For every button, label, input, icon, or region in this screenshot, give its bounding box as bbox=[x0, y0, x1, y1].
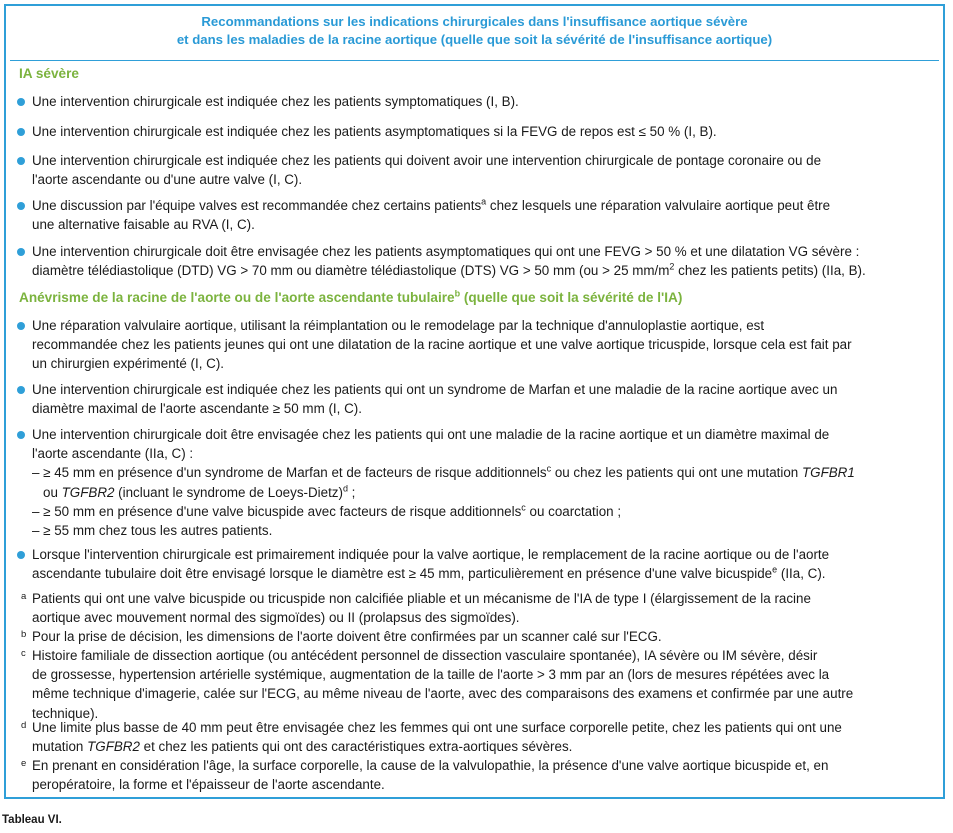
item-text: une alternative faisable au RVA (I, C). bbox=[32, 217, 255, 233]
recommendation-item-1 bbox=[32, 92, 937, 111]
item-text-part: ou bbox=[43, 484, 62, 500]
recommendation-item-6 bbox=[32, 316, 937, 374]
footnote-text: Pour la prise de décision, les dimensions de l'aorte doivent être confirmées par un scanner calé sur l'ECG. bbox=[32, 629, 662, 644]
item-text-part: ascendante tubulaire doit être envisagé lorsque le diamètre est ≥ 45 mm, particulièrement en présence d'une valve bicuspide bbox=[32, 566, 773, 582]
bullet-icon bbox=[17, 386, 25, 394]
item-text-part: (IIa, C). bbox=[777, 566, 826, 582]
footnote-c bbox=[21, 646, 937, 723]
item-text bbox=[32, 196, 937, 215]
item-text: Une intervention chirurgicale est indiquée chez les patients asymptomatiques si la FEVG de repos est ≤ 50 % (I, B). bbox=[32, 124, 717, 139]
item-text-part: – ≥ 45 mm en présence d'un syndrome de Marfan et de facteurs de risque additionnels bbox=[32, 465, 547, 481]
superscript: 2 bbox=[669, 261, 675, 272]
item-text-part: chez les patients petits) (IIa, B). bbox=[674, 263, 866, 279]
footnote-a bbox=[21, 589, 937, 627]
recommendations-table bbox=[4, 4, 945, 799]
title-line-1: Recommandations sur les indications chirurgicales dans l'insuffisance aortique sévère bbox=[201, 14, 748, 29]
bullet-icon bbox=[17, 322, 25, 330]
footnote-text: technique). bbox=[32, 705, 99, 721]
footnote-text: En prenant en considération l'âge, la surface corporelle, la cause de la valvulopathie, la présence d'une valve aortique bicuspide et, en bbox=[32, 758, 829, 773]
item-text-part: ; bbox=[347, 484, 356, 500]
bullet-icon bbox=[17, 202, 25, 210]
section-heading-anevrisme bbox=[19, 289, 682, 307]
bullet-icon bbox=[17, 98, 25, 106]
item-text bbox=[32, 261, 937, 280]
item-text: Une intervention chirurgicale doit être envisagée chez les patients qui ont une maladie de la racine aortique et un diamètre maximal de bbox=[32, 427, 830, 442]
table-caption: Tableau VI. bbox=[2, 814, 62, 826]
item-text-part: ou coarctation ; bbox=[525, 503, 622, 519]
footnote-text: même technique d'imagerie, calée sur l'ECG, au même niveau de l'aorte, avec des comparaisons des examens et confirmée par une autre bbox=[32, 686, 854, 702]
item-text-part: (incluant le syndrome de Loeys-Dietz) bbox=[114, 484, 343, 500]
item-text: un chirurgien expérimenté (I, C). bbox=[32, 356, 225, 372]
gene-name: TGFBR2 bbox=[61, 484, 115, 500]
item-text-part: chez lesquels une réparation valvulaire aortique peut être bbox=[486, 198, 831, 213]
recommendation-item-5 bbox=[32, 242, 937, 280]
footnote-text: aortique avec mouvement normal des sigmoïdes) ou II (prolapsus des sigmoïdes). bbox=[32, 610, 520, 626]
recommendation-item-9 bbox=[32, 545, 937, 583]
sub-item bbox=[32, 502, 937, 521]
title-divider bbox=[10, 60, 939, 61]
item-text: Une intervention chirurgicale est indiquée chez les patients qui ont un syndrome de Marfan et une maladie de la racine aortique avec un bbox=[32, 382, 838, 397]
footnote-mark: b bbox=[21, 629, 27, 640]
footnote-d bbox=[21, 718, 937, 756]
footnote-mark: c bbox=[21, 648, 26, 659]
item-text: recommandée chez les patients jeunes qui ont une dilatation de la racine aortique et une valve aortique tricuspide, lorsque cela est fait par bbox=[32, 337, 852, 353]
table-title bbox=[6, 13, 943, 49]
footnote-text: de grossesse, hypertension artérielle systémique, augmentation de la taille de l'aorte > 3 mm par an (lors de mesures répétées avec la bbox=[32, 667, 830, 683]
recommendation-item-2 bbox=[32, 122, 937, 141]
footnote-ref: c bbox=[546, 463, 552, 474]
item-text-part: – ≥ 50 mm en présence d'une valve bicuspide avec facteurs de risque additionnels bbox=[32, 503, 522, 519]
footnote-text: Histoire familiale de dissection aortique (ou antécédent personnel de dissection vasculaire spontanée), IA sévère ou IM sévère, désir bbox=[32, 648, 818, 663]
bullet-icon bbox=[17, 431, 25, 439]
item-text: Une intervention chirurgicale doit être envisagée chez les patients asymptomatiques qui ont une FEVG > 50 % et une dilatation VG sévère : bbox=[32, 244, 860, 259]
footnote-b bbox=[21, 627, 937, 646]
sub-item bbox=[32, 483, 937, 502]
item-text: diamètre maximal de l'aorte ascendante ≥ 50 mm (I, C). bbox=[32, 401, 362, 417]
recommendation-item-7 bbox=[32, 380, 937, 418]
footnote-e bbox=[21, 756, 937, 794]
footnote-text-part: mutation bbox=[32, 739, 88, 755]
footnote-text: peropératoire, la forme et l'épaisseur de l'aorte ascendante. bbox=[32, 777, 385, 793]
item-text: l'aorte ascendante ou d'une autre valve (I, C). bbox=[32, 172, 303, 188]
item-text-part: diamètre télédiastolique (DTD) VG > 70 mm ou diamètre télédiastolique (DTS) VG > 50 mm (ou > 25 mm/m bbox=[32, 263, 670, 279]
footnote-mark: d bbox=[21, 720, 27, 731]
footnote-text: Patients qui ont une valve bicuspide ou tricuspide non calcifiée pliable et un mécanisme de l'IA de type I (élargissement de la racine bbox=[32, 591, 811, 606]
recommendation-item-8 bbox=[32, 425, 937, 540]
footnote-text-part: et chez les patients qui ont des caractéristiques extra-aortiques sévères. bbox=[139, 739, 573, 755]
bullet-icon bbox=[17, 248, 25, 256]
section-heading-text: (quelle que soit la sévérité de l'IA) bbox=[460, 290, 683, 305]
gene-name: TGFBR1 bbox=[801, 465, 855, 481]
section-heading-text: Anévrisme de la racine de l'aorte ou de l'aorte ascendante tubulaire bbox=[19, 290, 455, 305]
bullet-icon bbox=[17, 157, 25, 165]
item-text: Une intervention chirurgicale est indiquée chez les patients qui doivent avoir une intervention chirurgicale de pontage coronaire ou de bbox=[32, 153, 822, 168]
item-text-part: ou chez les patients qui ont une mutation bbox=[551, 465, 802, 481]
bullet-icon bbox=[17, 551, 25, 559]
footnote-mark: a bbox=[21, 591, 27, 602]
footnote-text bbox=[32, 737, 937, 756]
sub-item: – ≥ 55 mm chez tous les autres patients. bbox=[32, 523, 273, 539]
footnote-ref: e bbox=[772, 564, 778, 575]
gene-name: TGFBR2 bbox=[87, 739, 140, 755]
item-text-part: Une discussion par l'équipe valves est recommandée chez certains patients bbox=[32, 198, 482, 213]
item-text: Lorsque l'intervention chirurgicale est primairement indiquée pour la valve aortique, le remplacement de la racine aortique ou de l'aorte bbox=[32, 547, 830, 562]
footnote-ref: c bbox=[521, 502, 526, 513]
footnote-ref: d bbox=[342, 483, 348, 494]
recommendation-item-4 bbox=[32, 196, 937, 234]
bullet-icon bbox=[17, 128, 25, 136]
footnote-ref: b bbox=[454, 288, 461, 299]
item-text: l'aorte ascendante (IIa, C) : bbox=[32, 446, 194, 462]
item-text bbox=[32, 564, 937, 583]
section-heading-ia-severe: IA sévère bbox=[19, 66, 79, 81]
recommendation-item-3 bbox=[32, 151, 937, 189]
footnote-mark: e bbox=[21, 758, 27, 769]
footnote-ref: a bbox=[481, 196, 487, 207]
item-text: Une intervention chirurgicale est indiquée chez les patients symptomatiques (I, B). bbox=[32, 94, 519, 109]
sub-item bbox=[32, 463, 937, 482]
item-text: Une réparation valvulaire aortique, utilisant la réimplantation ou le remodelage par la technique d'annuloplastie aortique, est bbox=[32, 318, 765, 333]
title-line-2: et dans les maladies de la racine aortique (quelle que soit la sévérité de l'insuffisance aortique) bbox=[176, 32, 773, 47]
footnote-text: Une limite plus basse de 40 mm peut être envisagée chez les femmes qui ont une surface corporelle petite, chez les patients qui ont une bbox=[32, 720, 842, 735]
